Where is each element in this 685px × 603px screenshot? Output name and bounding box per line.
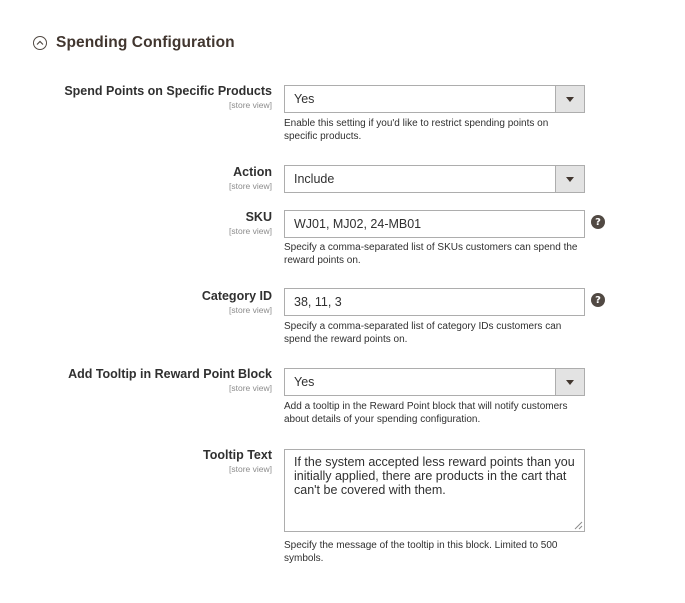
caret-down-icon[interactable]: [555, 86, 584, 112]
select-value: Yes: [294, 92, 315, 106]
field-label: Category ID: [201, 289, 272, 303]
field-label: Action: [233, 165, 272, 179]
field-label: SKU: [245, 210, 272, 224]
scope-label: [store view]: [229, 181, 272, 191]
select-value: Include: [294, 172, 335, 186]
input-value: 38, 11, 3: [294, 295, 342, 309]
category-id-input[interactable]: [284, 288, 585, 316]
sku-input[interactable]: [284, 210, 585, 238]
caret-down-icon[interactable]: [555, 166, 584, 192]
field-label-group: [64, 84, 272, 110]
field-label: Add Tooltip in Reward Point Block: [68, 367, 272, 381]
question-circle-icon[interactable]: ?: [591, 215, 605, 229]
field-note: Specify the message of the tooltip in this block. Limited to 500 symbols.: [284, 540, 558, 564]
field-label: Spend Points on Specific Products: [64, 84, 272, 98]
field-label-group: [229, 210, 272, 236]
field-label: Tooltip Text: [203, 448, 272, 462]
resize-grip-icon[interactable]: [574, 521, 583, 530]
field-note: Add a tooltip in the Reward Point block that will notify customers about details of your spending configuration.: [284, 401, 568, 425]
section-header-spending-configuration[interactable]: [33, 32, 235, 54]
field-label-group: [202, 289, 272, 315]
field-note: Specify a comma-separated list of category IDs customers can spend the reward points on.: [284, 321, 562, 345]
scope-label: [store view]: [229, 383, 272, 393]
input-value: WJ01, MJ02, 24-MB01: [294, 217, 422, 231]
field-label-group: [229, 165, 272, 191]
spend-points-select[interactable]: [284, 85, 585, 113]
field-label-group: [203, 448, 272, 474]
tooltip-text-textarea[interactable]: [284, 449, 585, 532]
caret-down-icon[interactable]: [555, 369, 584, 395]
scope-label: [store view]: [229, 464, 272, 474]
scope-label: [store view]: [229, 226, 272, 236]
question-circle-icon[interactable]: ?: [591, 293, 605, 307]
field-label-group: [68, 367, 272, 393]
chevron-up-circle-icon[interactable]: [33, 36, 47, 50]
textarea-value: If the system accepted less reward points than you initially applied, there are products in the cart that can't be covered with them.: [294, 455, 575, 497]
scope-label: [store view]: [229, 305, 272, 315]
scope-label: [store view]: [229, 100, 272, 110]
select-value: Yes: [294, 375, 315, 389]
field-note: Enable this setting if you'd like to restrict spending points on specific products.: [284, 118, 549, 142]
section-title: Spending Configuration: [56, 34, 235, 51]
field-note: Specify a comma-separated list of SKUs customers can spend the reward points on.: [284, 242, 578, 266]
add-tooltip-select[interactable]: [284, 368, 585, 396]
action-select[interactable]: [284, 165, 585, 193]
